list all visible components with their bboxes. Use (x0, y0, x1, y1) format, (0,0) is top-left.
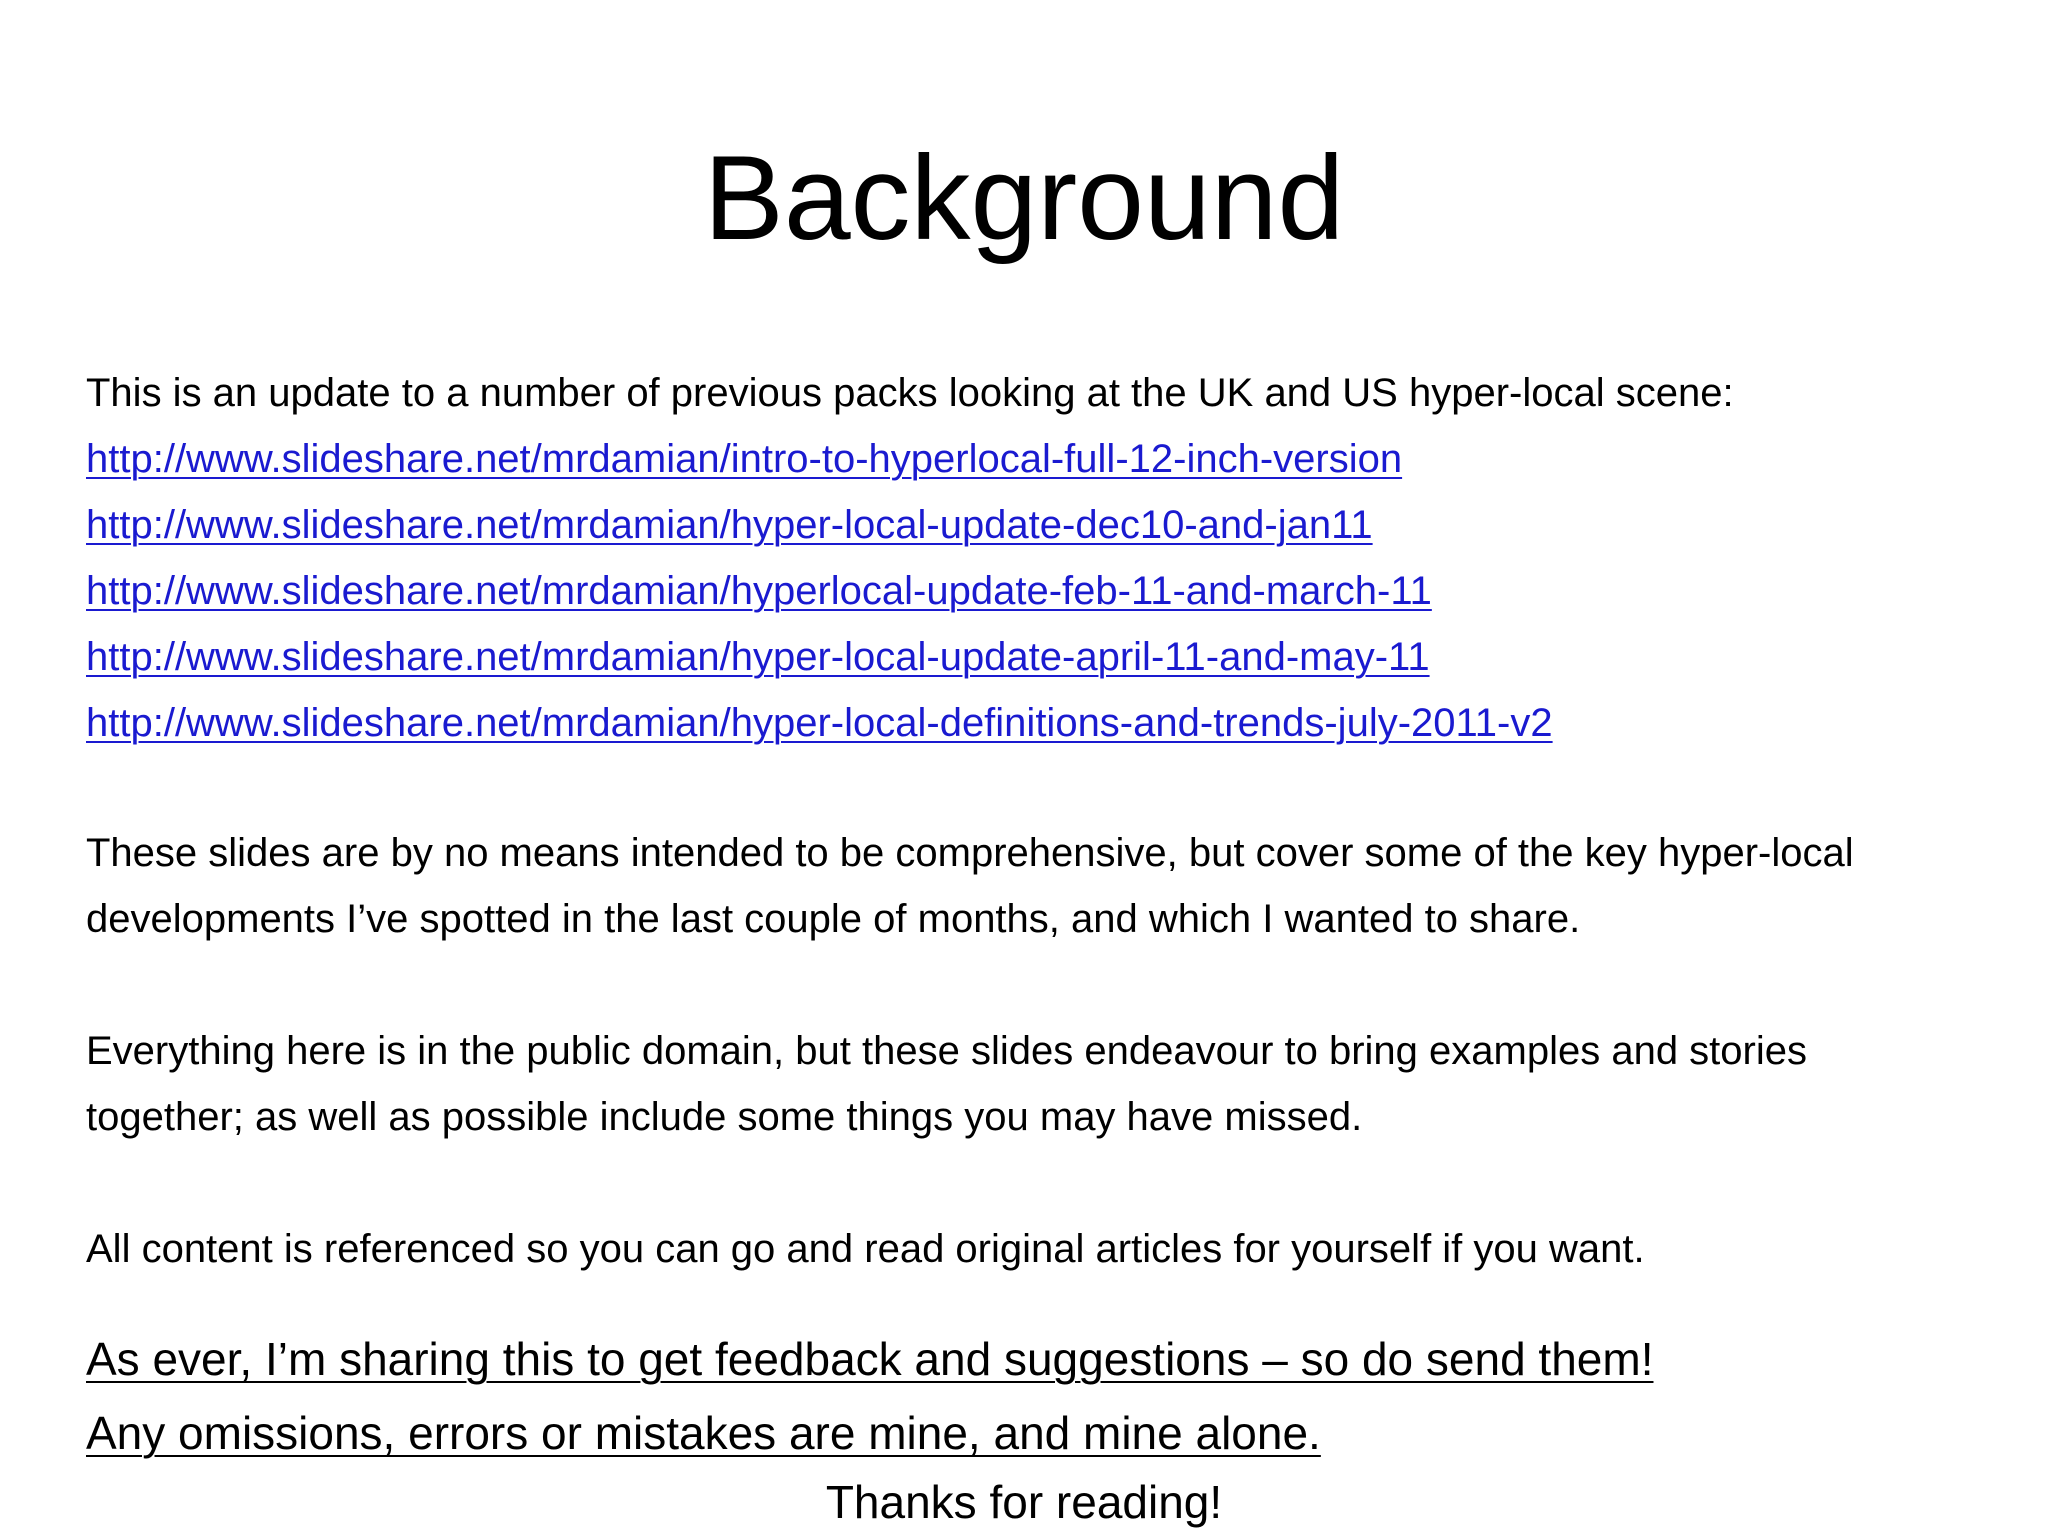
reference-link[interactable]: http://www.slideshare.net/mrdamian/hyper-local-update-dec10-and-jan11 (86, 503, 1373, 547)
thanks-text: Thanks for reading! (825, 1476, 1223, 1528)
reference-link[interactable]: http://www.slideshare.net/mrdamian/intro-to-hyperlocal-full-12-inch-version (86, 437, 1403, 481)
reference-links-list (86, 426, 1553, 756)
public-domain-paragraph-line: Everything here is in the public domain, but these slides endeavour to bring examples and stories (86, 1029, 1807, 1073)
feedback-note (86, 1322, 1653, 1470)
intro-text: This is an update to a number of previous packs looking at the UK and US hyper-local scene: (86, 371, 1734, 415)
reference-link[interactable]: http://www.slideshare.net/mrdamian/hyper-local-update-april-11-and-may-11 (86, 635, 1430, 679)
scope-paragraph (86, 820, 1986, 952)
scope-paragraph-line: These slides are by no means intended to be comprehensive, but cover some of the key hyper-local (86, 831, 1854, 875)
reference-link-item (86, 690, 1553, 756)
reference-link[interactable]: http://www.slideshare.net/mrdamian/hyperlocal-update-feb-11-and-march-11 (86, 569, 1432, 613)
reference-link-item (86, 624, 1553, 690)
reference-link[interactable]: http://www.slideshare.net/mrdamian/hyper-local-definitions-and-trends-july-2011-v2 (86, 701, 1553, 745)
reference-link-item (86, 426, 1553, 492)
scope-paragraph-line: developments I’ve spotted in the last couple of months, and which I wanted to share. (86, 897, 1581, 941)
public-domain-paragraph (86, 1018, 1986, 1150)
slide-title: Background (703, 131, 1345, 265)
references-paragraph: All content is referenced so you can go and read original articles for yourself if you want. (86, 1227, 1645, 1271)
reference-link-item (86, 558, 1553, 624)
reference-link-item (86, 492, 1553, 558)
feedback-line: Any omissions, errors or mistakes are mine, and mine alone. (86, 1407, 1321, 1459)
feedback-line: As ever, I’m sharing this to get feedback and suggestions – so do send them! (86, 1333, 1654, 1385)
public-domain-paragraph-line: together; as well as possible include some things you may have missed. (86, 1095, 1363, 1139)
